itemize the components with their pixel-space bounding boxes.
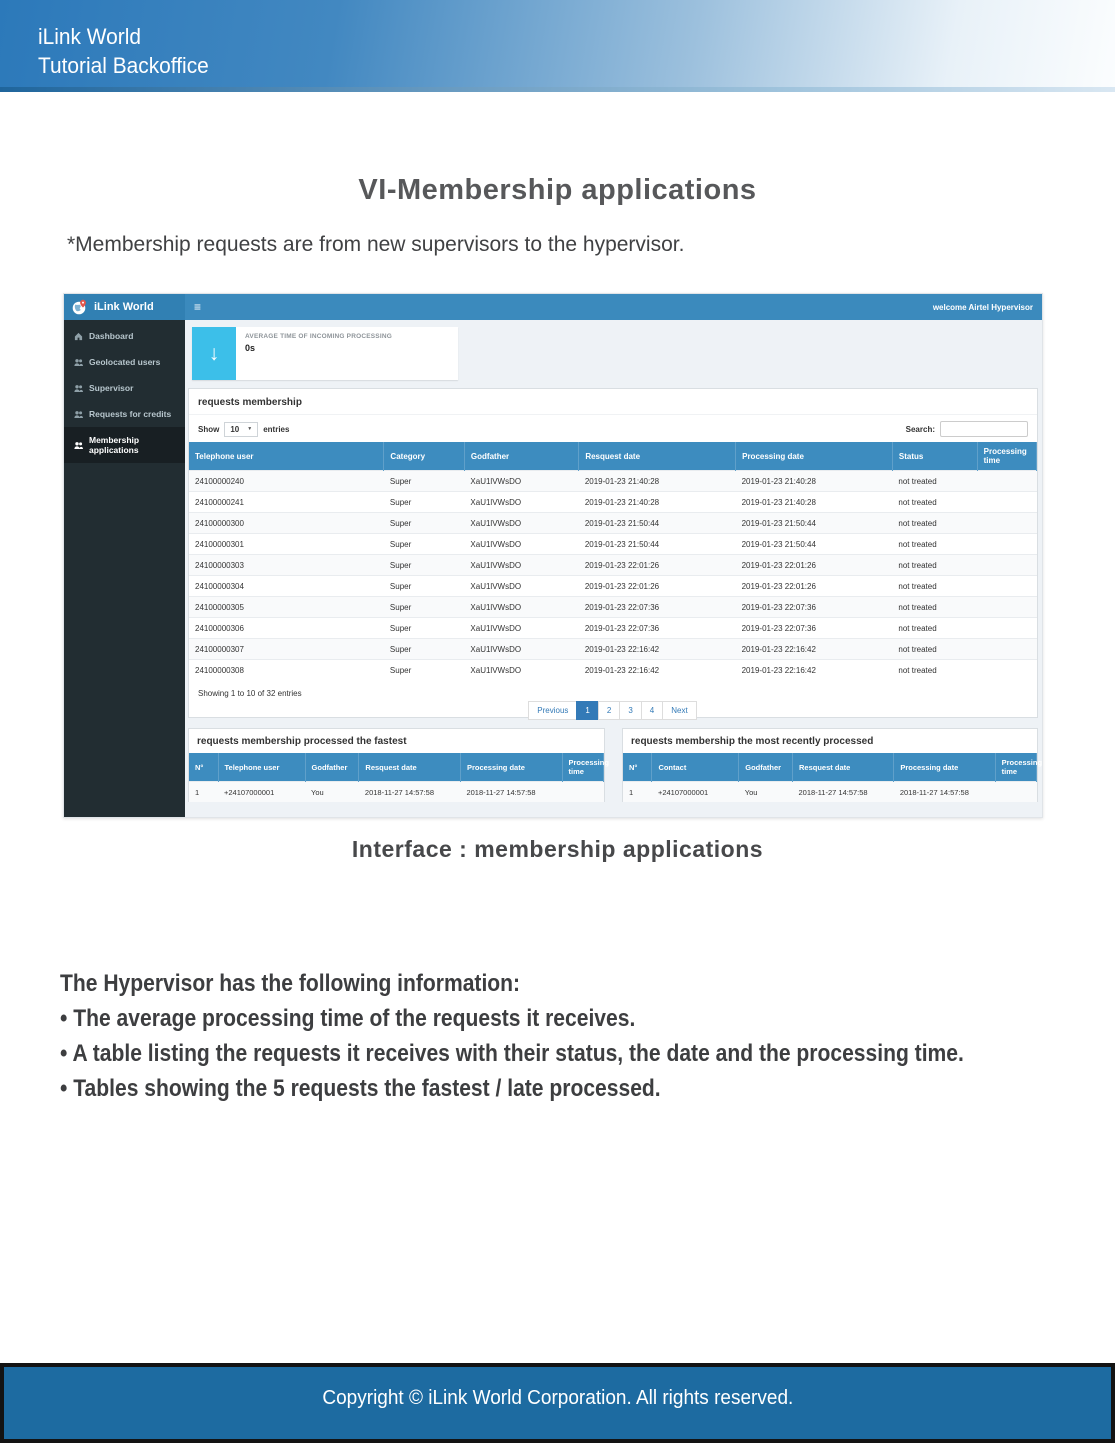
panel-title: requests membership the most recently processed [631,736,874,747]
cell-processing-date: 2019-01-23 22:01:26 [736,555,893,576]
cell-category: Super [384,639,465,660]
table-row [189,513,1037,534]
pagination-page-1-button[interactable]: 1 [576,701,598,720]
cell-processing-time [977,513,1036,534]
backoffice-screenshot [63,293,1043,818]
header-line-2: Tutorial Backoffice [38,53,209,78]
cell-processing-date: 2019-01-23 22:16:42 [736,639,893,660]
column-header-processing-date: Processing date [894,753,995,782]
cell-processing-time [977,576,1036,597]
cell-status: not treated [892,597,977,618]
pagination-page-4-button[interactable]: 4 [641,701,663,720]
page-subtitle: *Membership requests are from new supervisors to the hypervisor. [67,233,685,256]
page-size-value: 10 [230,424,240,434]
cell-category: Super [384,618,465,639]
pagination-page-3-button[interactable]: 3 [619,701,641,720]
column-header-contact: Contact [652,753,739,782]
cell-godfather: XaU1lVWsDO [464,597,578,618]
cell-category: Super [384,660,465,681]
table-row [189,618,1037,639]
cell-request-date: 2019-01-23 22:07:36 [579,618,736,639]
cell-status: not treated [892,513,977,534]
table-row [623,782,1037,803]
app-sidebar [64,320,185,817]
sidebar-item-label: Supervisor [89,383,134,393]
cell-telephone: +24107000001 [218,782,305,803]
cell-processing-time [977,555,1036,576]
pagination-previous-button[interactable]: Previous [528,701,577,720]
cell-processing-date: 2019-01-23 22:07:36 [736,597,893,618]
cell-status: not treated [892,618,977,639]
page-title: VI-Membership applications [358,174,757,206]
column-header-status[interactable]: Status [892,442,977,471]
column-header-godfather: Godfather [305,753,359,782]
cell-category: Super [384,576,465,597]
cell-request-date: 2018-11-27 14:57:58 [793,782,894,803]
sidebar-item-label: Requests for credits [89,409,172,419]
pagination-page-2-button[interactable]: 2 [598,701,620,720]
search-control [906,421,1028,437]
cell-processing-date: 2019-01-23 22:01:26 [736,576,893,597]
table-row [189,534,1037,555]
cell-status: not treated [892,534,977,555]
sidebar-item-geolocated-users[interactable] [64,349,185,375]
cell-number: 1 [623,782,652,803]
cell-godfather: XaU1lVWsDO [464,576,578,597]
cell-godfather: XaU1lVWsDO [464,513,578,534]
sidebar-item-label: Geolocated users [89,357,161,367]
chevron-down-icon: ▼ [247,426,253,432]
cell-processing-time [977,639,1036,660]
cell-contact: +24107000001 [652,782,739,803]
table-row [189,660,1037,681]
cell-number: 1 [189,782,218,803]
avg-time-label: AVERAGE TIME OF INCOMING PROCESSING [245,333,393,340]
requests-table [189,442,1037,680]
cell-godfather: XaU1lVWsDO [464,471,578,492]
table-header-row [189,753,604,782]
body-bullet-2: • A table listing the requests it receives with their status, the date and the processing time. [60,1040,964,1067]
entries-summary: Showing 1 to 10 of 32 entries [198,689,302,698]
cell-category: Super [384,513,465,534]
cell-processing-date: 2019-01-23 22:07:36 [736,618,893,639]
cell-telephone: 24100000300 [189,513,384,534]
recent-table [623,753,1043,802]
pagination [189,701,1037,720]
cell-processing-time [995,782,1036,803]
copyright-text: Copyright © iLink World Corporation. All rights reserved. [322,1386,793,1409]
column-header-request-date[interactable]: Resquest date [579,442,736,471]
table-row [189,492,1037,513]
body-intro: The Hypervisor has the following information: [60,970,521,997]
cell-processing-time [562,782,604,803]
app-topbar [64,294,1042,320]
cell-godfather: You [739,782,793,803]
cell-telephone: 24100000303 [189,555,384,576]
cell-request-date: 2019-01-23 22:01:26 [579,576,736,597]
cell-godfather: XaU1lVWsDO [464,492,578,513]
cell-processing-time [977,471,1036,492]
cell-telephone: 24100000306 [189,618,384,639]
cell-telephone: 24100000305 [189,597,384,618]
column-header-telephone-user: Telephone user [218,753,305,782]
cell-status: not treated [892,576,977,597]
table-row [189,639,1037,660]
cell-processing-date: 2019-01-23 22:16:42 [736,660,893,681]
cell-processing-time [977,660,1036,681]
document-header-title [38,22,209,80]
table-header-row [623,753,1037,782]
column-header-processing-time: Processing time [562,753,604,782]
cell-telephone: 24100000241 [189,492,384,513]
figure-caption: Interface : membership applications [351,836,764,862]
table-row [189,597,1037,618]
cell-request-date: 2019-01-23 22:16:42 [579,639,736,660]
cell-request-date: 2019-01-23 21:40:28 [579,471,736,492]
ilink-logo-icon [71,299,88,316]
show-label: Show [198,424,220,434]
cell-status: not treated [892,555,977,576]
cell-status: not treated [892,492,977,513]
cell-request-date: 2019-01-23 22:01:26 [579,555,736,576]
cell-status: not treated [892,639,977,660]
recently-processed-panel [622,728,1043,802]
column-header-number: N° [623,753,652,782]
column-header-request-date: Resquest date [359,753,461,782]
cell-category: Super [384,534,465,555]
body-text [60,966,1115,1106]
cell-godfather: XaU1lVWsDO [464,534,578,555]
requests-membership-panel [188,388,1038,718]
fastest-table [189,753,609,802]
cell-telephone: 24100000308 [189,660,384,681]
app-brand-label: iLink World [94,301,154,313]
cell-processing-date: 2019-01-23 21:40:28 [736,492,893,513]
sidebar-item-label: Membership applications [89,435,140,455]
column-header-category[interactable]: Category [384,442,465,471]
column-header-processing-date: Processing date [460,753,562,782]
sidebar-item-supervisor[interactable] [64,375,185,401]
users-icon [74,441,83,450]
search-label: Search: [905,424,935,434]
cell-processing-date: 2018-11-27 14:57:58 [894,782,995,803]
cell-status: not treated [892,471,977,492]
column-header-processing-date[interactable]: Processing date [736,442,893,471]
cell-category: Super [384,555,465,576]
page-size-select[interactable] [224,422,258,437]
users-icon [74,384,83,393]
cell-processing-time [977,618,1036,639]
cell-processing-date: 2019-01-23 21:40:28 [736,471,893,492]
body-bullet-1: • The average processing time of the requests it receives. [60,1005,636,1032]
cell-category: Super [384,471,465,492]
app-content [185,320,1042,817]
table-row [189,555,1037,576]
users-icon [74,410,83,419]
app-topbar-main [185,294,1042,320]
table-header-row [189,442,1037,471]
cell-request-date: 2018-11-27 14:57:58 [359,782,461,803]
document-footer [0,1363,1115,1443]
table-row [189,471,1037,492]
cell-telephone: 24100000304 [189,576,384,597]
cell-telephone: 24100000307 [189,639,384,660]
cell-godfather: XaU1lVWsDO [464,555,578,576]
sidebar-item-dashboard[interactable] [64,323,185,349]
cell-processing-time [977,492,1036,513]
column-header-telephone-user[interactable]: Telephone user [189,442,384,471]
avg-time-info-card [192,327,458,380]
body-bullet-3: • Tables showing the 5 requests the fastest / late processed. [60,1075,661,1102]
cell-category: Super [384,492,465,513]
cell-godfather: XaU1lVWsDO [464,639,578,660]
document-header [0,0,1115,87]
welcome-user-label: welcome Airtel Hypervisor [932,302,1033,312]
column-header-number: N° [189,753,218,782]
cell-godfather: You [305,782,359,803]
app-brand[interactable] [64,294,185,320]
column-header-processing-time: Processing time [995,753,1036,782]
cell-telephone: 24100000301 [189,534,384,555]
cell-status: not treated [892,660,977,681]
column-header-godfather[interactable]: Godfather [464,442,578,471]
cell-processing-date: 2019-01-23 21:50:44 [736,534,893,555]
cell-request-date: 2019-01-23 21:50:44 [579,534,736,555]
home-icon [74,332,83,341]
page-size-control [198,422,289,437]
fastest-processed-panel [188,728,609,802]
column-header-godfather: Godfather [739,753,793,782]
cell-processing-time [977,597,1036,618]
entries-label: entries [263,424,290,434]
cell-request-date: 2019-01-23 22:16:42 [579,660,736,681]
cell-processing-date: 2019-01-23 21:50:44 [736,513,893,534]
cell-processing-date: 2018-11-27 14:57:58 [460,782,562,803]
sidebar-item-label: Dashboard [89,331,134,341]
pagination-next-button[interactable]: Next [662,701,696,720]
users-icon [74,358,83,367]
search-input[interactable] [940,421,1028,437]
cell-godfather: XaU1lVWsDO [464,618,578,639]
cell-request-date: 2019-01-23 21:50:44 [579,513,736,534]
cell-telephone: 24100000240 [189,471,384,492]
table-row [189,782,604,803]
cell-category: Super [384,597,465,618]
panel-title: requests membership [189,389,1037,415]
down-arrow-icon: ↓ [192,327,236,380]
avg-time-value: 0s [245,343,256,353]
header-line-1: iLink World [38,24,142,49]
sidebar-item-requests-for-credits[interactable] [64,401,185,427]
cell-godfather: XaU1lVWsDO [464,660,578,681]
table-row [189,576,1037,597]
cell-request-date: 2019-01-23 21:40:28 [579,492,736,513]
cell-processing-time [977,534,1036,555]
column-header-request-date: Resquest date [793,753,894,782]
sidebar-item-membership-applications[interactable] [64,427,185,463]
cell-request-date: 2019-01-23 22:07:36 [579,597,736,618]
panel-title: requests membership processed the fastest [197,736,407,747]
hamburger-menu-icon[interactable]: ≡ [194,300,202,314]
column-header-processing-time[interactable]: Processing time [977,442,1036,471]
